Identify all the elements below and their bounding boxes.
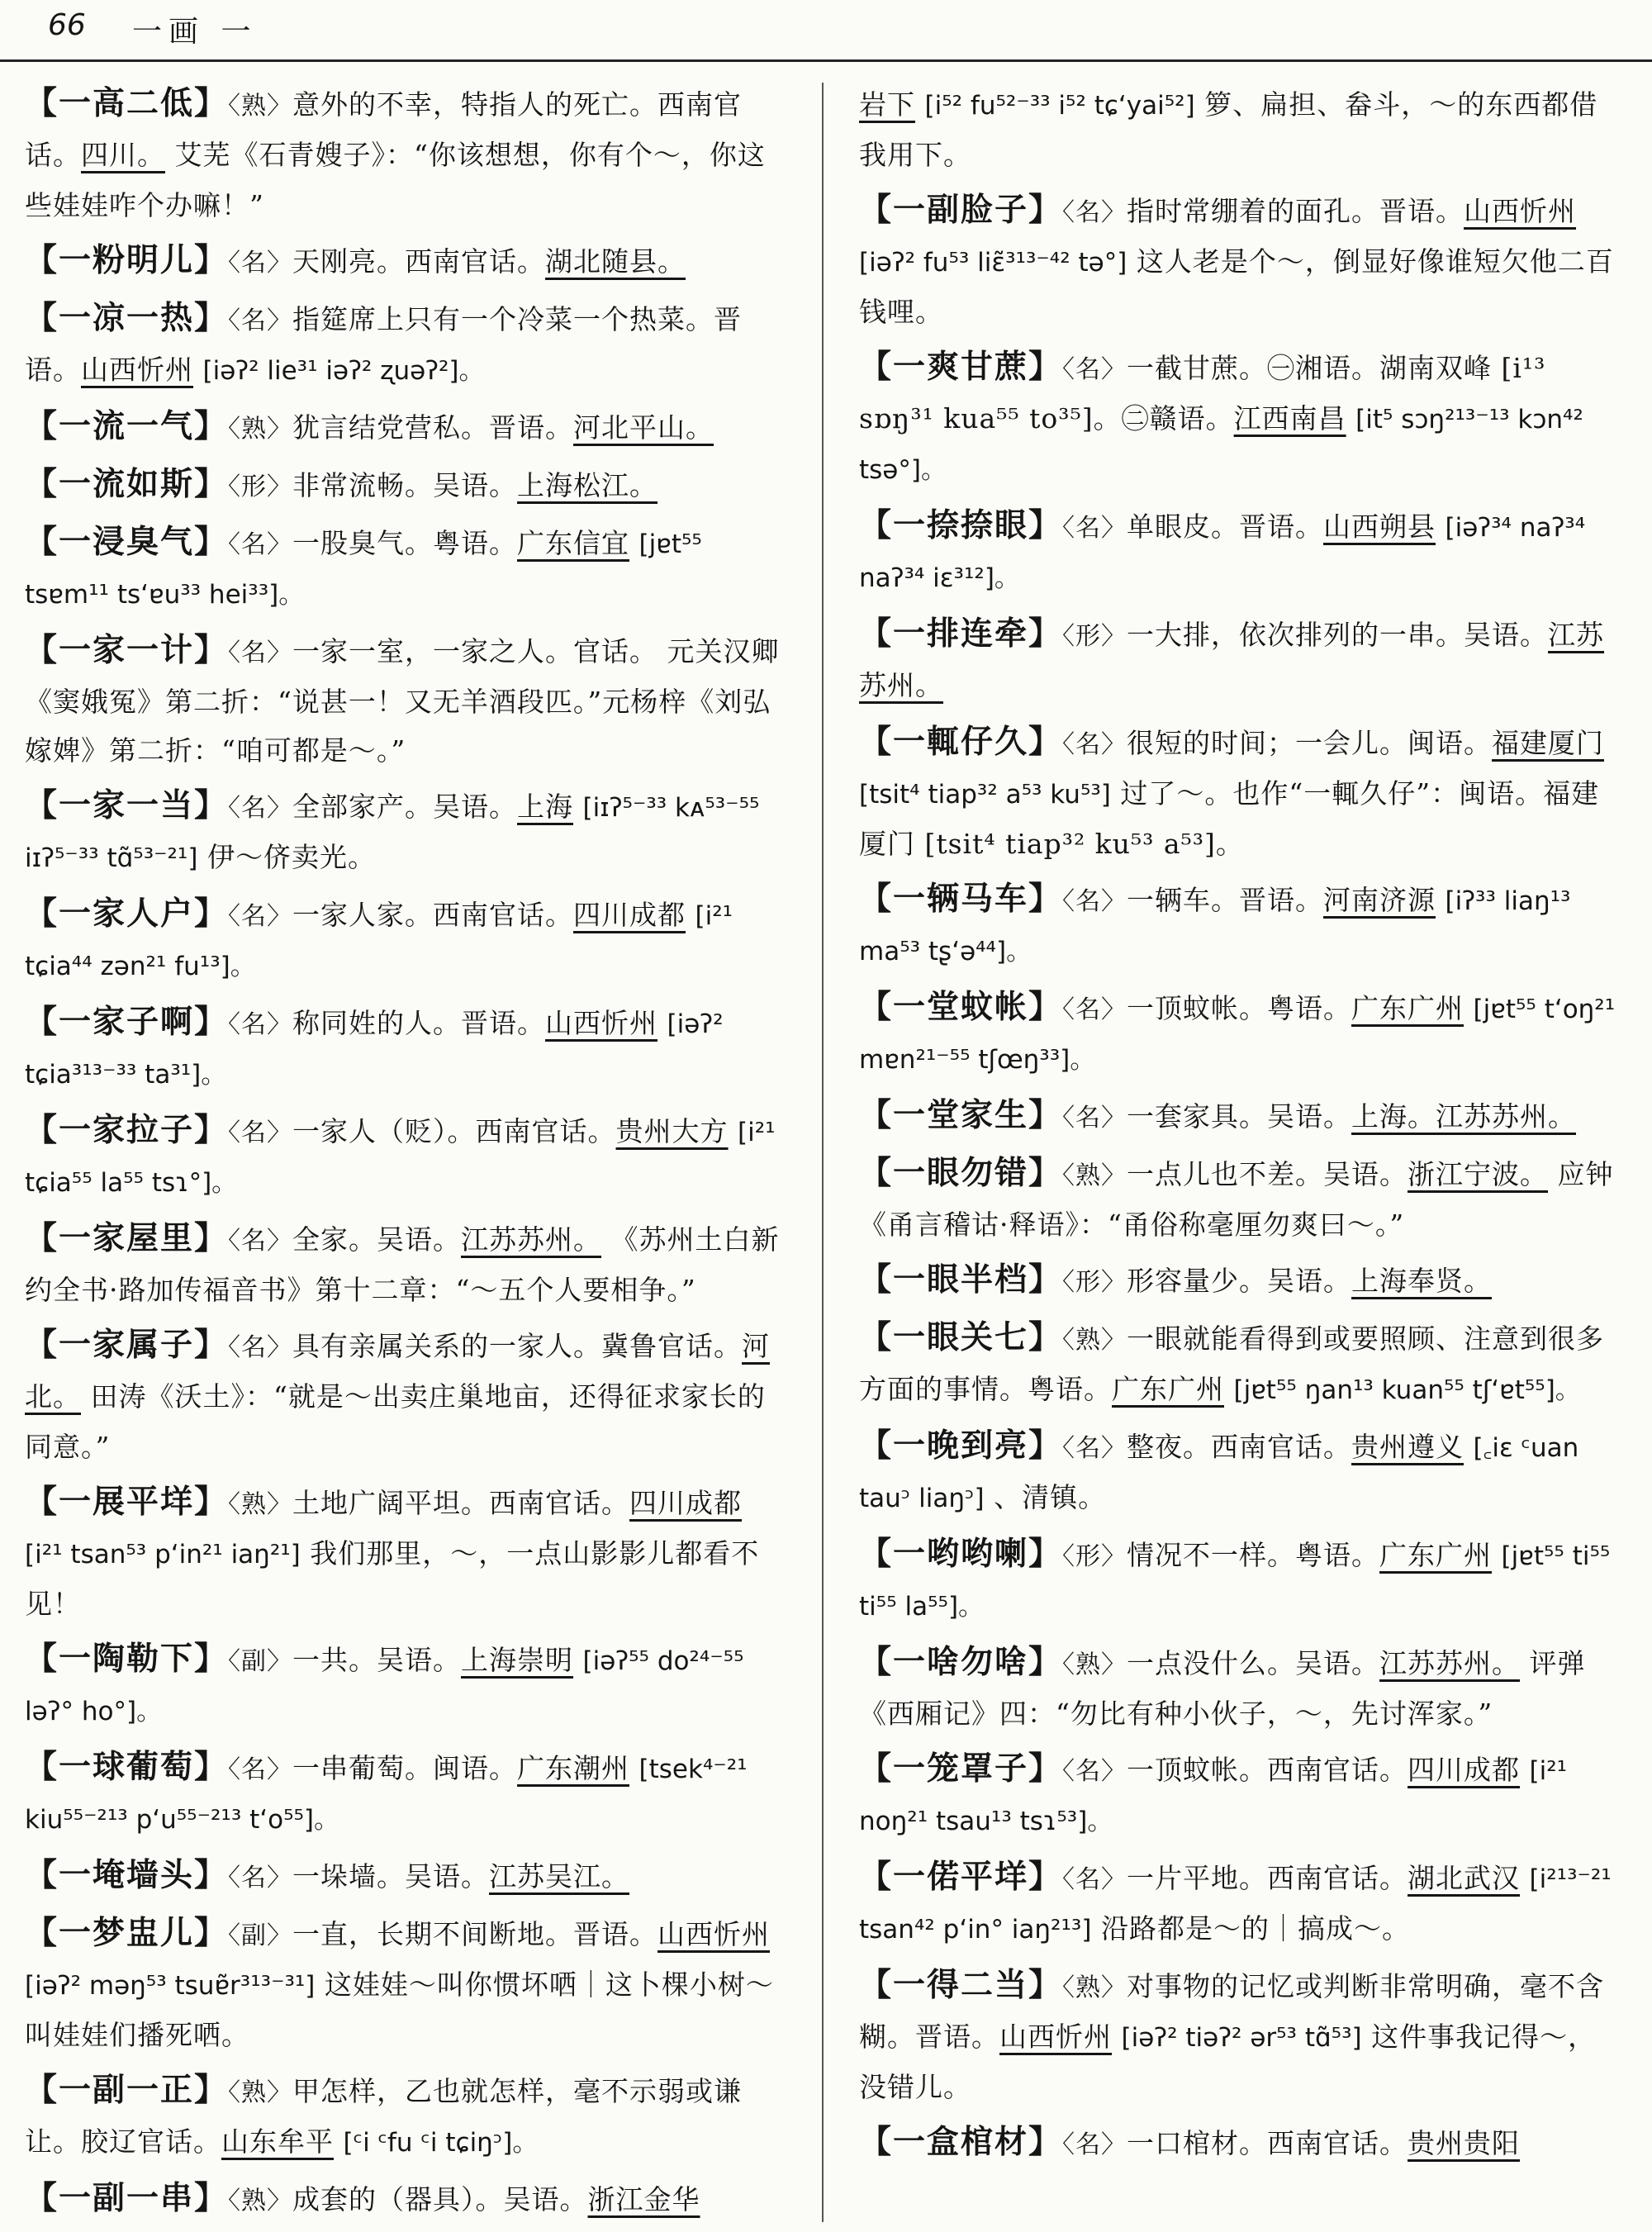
dictionary-entry — [859, 1961, 1619, 2111]
definition: 一家人（贬）。 — [292, 1115, 476, 1147]
example: 这人老是个～，倒显好像谁短欠他二百钱哩。 — [859, 245, 1614, 328]
dictionary-entry — [25, 1478, 785, 1628]
pronunciation: [i⁵² fu⁵²⁻³³ i⁵² tɕ‘yai⁵²] — [924, 91, 1195, 121]
location: 山西朔县 — [1323, 511, 1436, 543]
location: 福建厦门 — [1492, 727, 1605, 759]
part-of-speech: 〈名〉 — [228, 1010, 293, 1039]
definition: 一家一室，一家之人。 — [292, 635, 574, 667]
headword: 【一哟哟喇】 — [859, 1535, 1063, 1573]
dictionary-entry — [859, 1256, 1619, 1307]
location: 河北平山。 — [573, 411, 714, 444]
dictionary-entry — [25, 1321, 785, 1471]
pronunciation: [i²¹ tsan⁵³ p‘in²¹ iaŋ²¹] — [25, 1540, 301, 1570]
headword: 【一辆马车】 — [859, 880, 1063, 918]
dictionary-entry — [25, 1743, 785, 1845]
dialect-region: 吴语。 — [377, 1644, 462, 1676]
part-of-speech: 〈副〉 — [228, 1647, 293, 1676]
definition: 一串葡萄。 — [292, 1752, 434, 1784]
location: 江西南昌 — [1233, 402, 1346, 435]
location: 江苏吴江。 — [489, 1860, 630, 1892]
definition: 称同姓的人。 — [292, 1007, 462, 1039]
location: 广东广州 — [1112, 1373, 1224, 1405]
definition: 形容量少。 — [1127, 1265, 1268, 1297]
location: 山西忻州 — [999, 2021, 1112, 2053]
dictionary-entry — [859, 501, 1619, 603]
part-of-speech: 〈熟〉 — [1062, 1650, 1127, 1679]
headword: 【一展平垟】 — [25, 1483, 229, 1521]
dictionary-entry — [25, 1851, 785, 1902]
dictionary-entry — [25, 1635, 785, 1736]
location: 山西忻州 — [1464, 195, 1577, 227]
dialect-region: 西南官话。 — [1211, 1431, 1352, 1463]
dictionary-entry — [859, 875, 1619, 976]
part-of-speech: 〈名〉 — [1062, 1757, 1127, 1786]
dialect-region: 吴语。 — [1295, 1647, 1380, 1679]
part-of-speech: 〈名〉 — [1062, 1434, 1127, 1463]
definition: 一家人家。 — [292, 899, 434, 931]
definition: 一大排，依次排列的一串。 — [1127, 619, 1464, 651]
headword: 【一陶勒下】 — [25, 1640, 229, 1678]
headword: 【一家人户】 — [25, 895, 229, 933]
dictionary-entry — [859, 610, 1619, 711]
pronunciation: [i²¹³⁻²¹ tsan⁴² p‘in° iaŋ²¹³] — [859, 1864, 1612, 1945]
location: 广东潮州 — [517, 1752, 630, 1784]
dictionary-entry — [859, 1853, 1619, 1954]
dictionary-entry — [859, 186, 1619, 336]
pronunciation: [i²¹ tɕia⁵⁵ la⁵⁵ tsɿ°]。 — [25, 1118, 776, 1198]
right-column — [859, 79, 1619, 2176]
part-of-speech: 〈名〉 — [1062, 730, 1127, 759]
headword: 【一家拉子】 — [25, 1111, 229, 1149]
example: 元关汉卿《窦娥冤》第二折：“说甚一！又无羊酒段匹。”元杨梓《刘弘嫁婢》第二折：“咱可都是～。” — [25, 635, 780, 767]
location: 浙江宁波。 — [1408, 1158, 1549, 1190]
dialect-region: 西南官话。 — [475, 1115, 616, 1147]
dialect-region: 吴语。 — [1323, 1158, 1408, 1190]
dictionary-entry — [25, 460, 785, 511]
dictionary-entry — [25, 1909, 785, 2059]
part-of-speech: 〈名〉 — [1062, 198, 1127, 227]
page-header — [0, 0, 1652, 62]
definition: 整夜。 — [1127, 1431, 1212, 1463]
definition: 情况不一样。 — [1127, 1539, 1296, 1571]
part-of-speech: 〈熟〉 — [1062, 1326, 1127, 1355]
dialect-region: 晋语。 — [461, 1007, 546, 1039]
headword: 【一家一当】 — [25, 786, 229, 824]
dialect-region: 吴语。 — [1464, 619, 1549, 651]
part-of-speech: 〈副〉 — [228, 1921, 293, 1950]
headword: 【一流如斯】 — [25, 465, 229, 503]
dictionary-entry — [25, 518, 785, 620]
dialect-region: 晋语。 — [573, 1918, 658, 1950]
part-of-speech: 〈名〉 — [228, 1118, 293, 1147]
pronunciation: [iəʔ² fu⁵³ liɛ̃³¹³⁻⁴² tə°] — [859, 248, 1127, 278]
example: 伊～侪卖光。 — [206, 841, 376, 873]
location: 上海松江。 — [517, 469, 658, 501]
pronunciation: [iəʔ⁵⁵ do²⁴⁻⁵⁵ ləʔ° ho°]。 — [25, 1646, 744, 1726]
headword: 【一捺捺眼】 — [859, 506, 1063, 544]
part-of-speech: 〈熟〉 — [228, 1490, 293, 1519]
definition: 具有亲属关系的一家人。 — [292, 1330, 602, 1362]
dialect-region: 西南官话。 — [1267, 1862, 1408, 1894]
part-of-speech: 〈熟〉 — [228, 92, 293, 121]
part-of-speech: 〈名〉 — [228, 306, 293, 335]
location: 贵州贵阳 — [1408, 2127, 1521, 2159]
definition: 意外的不幸，特指人的死亡。 — [292, 88, 658, 121]
dialect-region: 西南官话。 — [405, 245, 546, 278]
dictionary-entry — [859, 983, 1619, 1085]
headword: 【一埯墙头】 — [25, 1856, 229, 1894]
pronunciation: [iəʔ² tiəʔ² ər⁵³ tɑ̃⁵³] — [1121, 2023, 1362, 2053]
part-of-speech: 〈熟〉 — [228, 2187, 293, 2215]
dictionary-entry — [25, 626, 785, 775]
definition: 非常流畅。 — [292, 469, 434, 501]
pronunciation: [i²¹ noŋ²¹ tsau¹³ tsɿ⁵³]。 — [859, 1756, 1568, 1836]
dialect-region: 闽语。 — [1408, 727, 1493, 759]
dialect-region: 闽语。 — [433, 1752, 518, 1784]
dialect-region: 晋语。 — [1239, 511, 1324, 543]
pronunciation: [iəʔ³⁴ naʔ³⁴ naʔ³⁴ iɛ³¹²]。 — [859, 513, 1586, 593]
dictionary-entry — [25, 781, 785, 883]
example: 《苏州土白新约全书·路加传福音书》第十二章：“～五个人要相争。” — [25, 1223, 780, 1306]
headword: 【一輒仔久】 — [859, 723, 1063, 761]
headword: 【一副脸子】 — [859, 191, 1063, 229]
definition: 一口棺材。 — [1127, 2127, 1268, 2159]
definition: 一眼就能看得到或要照顾、注意到很多方面的事情。 — [859, 1323, 1605, 1405]
definition: 全部家产。 — [292, 791, 434, 823]
definition: 一顶蚊帐。 — [1127, 992, 1268, 1024]
location: 山西忻州 — [545, 1007, 658, 1039]
section-title: 一画 一 — [132, 15, 258, 49]
definition: 很短的时间；一会儿。 — [1127, 727, 1408, 759]
pronunciation: [jɐt⁵⁵ t‘oŋ²¹ mɐn²¹⁻⁵⁵ tʃœŋ³³]。 — [859, 995, 1616, 1075]
pronunciation: [iəʔ² lie³¹ iəʔ² ʐuəʔ²]。 — [202, 356, 485, 386]
part-of-speech: 〈形〉 — [1062, 622, 1127, 651]
dialect-region: 胶辽官话。 — [81, 2125, 221, 2158]
headword: 【一笼罩子】 — [859, 1750, 1063, 1788]
definition: 犹言结党营私。 — [292, 411, 490, 444]
part-of-speech: 〈名〉 — [1062, 1104, 1127, 1133]
definition: 成套的（器具）。 — [292, 2183, 504, 2215]
headword: 【一眼关七】 — [859, 1318, 1063, 1356]
location: 四川成都 — [1408, 1754, 1521, 1786]
location: 湖北随县。 — [545, 245, 686, 278]
part-of-speech: 〈熟〉 — [1062, 1973, 1127, 2002]
dialect-region: 晋语。 — [915, 2021, 999, 2053]
location: 山西忻州 — [81, 354, 193, 386]
definition: 一截甘蔗。㊀湘语。湖南双峰 [i¹³ sɒŋ³¹ kua⁵⁵ to³⁵]。㊁赣语。 — [859, 352, 1546, 435]
part-of-speech: 〈名〉 — [1062, 995, 1127, 1024]
headword: 【一浸臭气】 — [25, 523, 229, 561]
pronunciation: [ᶜi ᶜfu ᶜi tɕiŋᵓ]。 — [343, 2128, 539, 2158]
pronunciation: [it⁵ sɔŋ²¹³⁻¹³ kɔn⁴² tsə°]。 — [859, 405, 1583, 485]
dialect-region: 粤语。 — [1295, 1539, 1380, 1571]
headword: 【一高二低】 — [25, 84, 229, 122]
definition: 单眼皮。 — [1127, 511, 1240, 543]
location: 上海崇明 — [461, 1644, 574, 1676]
dictionary-entry — [25, 294, 785, 396]
dialect-region: 吴语。 — [433, 469, 518, 501]
definition: 一共。 — [292, 1644, 377, 1676]
location: 上海。江苏苏州。 — [1351, 1100, 1577, 1133]
location: 广东广州 — [1351, 992, 1464, 1024]
dialect-region: 晋语。 — [25, 303, 743, 386]
headword: 【一副一正】 — [25, 2071, 229, 2109]
definition: 一点儿也不差。 — [1127, 1158, 1324, 1190]
part-of-speech: 〈名〉 — [228, 1755, 293, 1784]
headword: 【一粉明儿】 — [25, 241, 229, 279]
part-of-speech: 〈名〉 — [228, 1864, 293, 1892]
location: 山东牟平 — [221, 2125, 334, 2158]
dictionary-entry — [25, 2066, 785, 2168]
dialect-region: 晋语。 — [1379, 195, 1464, 227]
dictionary-entry — [859, 343, 1619, 495]
pronunciation: [i²¹ tɕia⁴⁴ zən²¹ fu¹³]。 — [25, 901, 733, 981]
headword: 【一偌平垟】 — [859, 1858, 1063, 1896]
example: 、清镇。 — [994, 1481, 1107, 1513]
dialect-region: 晋语。 — [489, 411, 574, 444]
headword: 【一球葡萄】 — [25, 1748, 229, 1786]
dictionary-entry — [25, 1106, 785, 1208]
headword: 【一家属子】 — [25, 1326, 229, 1364]
example: 过了～。也作“一輒久仔”：闽语。福建厦门 [tsit⁴ tiap³² ku⁵³ a⁵³]。 — [859, 777, 1600, 860]
part-of-speech: 〈名〉 — [228, 902, 293, 931]
part-of-speech: 〈名〉 — [1062, 514, 1127, 543]
location: 四川成都 — [629, 1487, 743, 1519]
part-of-speech: 〈名〉 — [1062, 355, 1127, 384]
dialect-region: 冀鲁官话。 — [601, 1330, 743, 1362]
part-of-speech: 〈名〉 — [1062, 1865, 1127, 1894]
location: 四川。 — [81, 139, 165, 171]
location: 山西忻州 — [657, 1918, 771, 1950]
location: 河南济源 — [1323, 884, 1436, 916]
headword: 【一得二当】 — [859, 1966, 1063, 2004]
example: 这件事我记得～，没错儿。 — [859, 2021, 1597, 2103]
dialect-region: 吴语。 — [503, 2183, 588, 2215]
dialect-region: 西南官话。 — [489, 1487, 630, 1519]
location: 江苏苏州。 — [461, 1223, 602, 1256]
dictionary-entry — [859, 1530, 1619, 1631]
definition: 一垛墙。 — [292, 1860, 406, 1892]
part-of-speech: 〈名〉 — [1062, 887, 1127, 916]
definition: 土地广阔平坦。 — [292, 1487, 490, 1519]
dialect-region: 粤语。 — [1267, 992, 1352, 1024]
part-of-speech: 〈熟〉 — [228, 2078, 293, 2107]
definition: 一顶蚊帐。 — [1127, 1754, 1268, 1786]
headword: 【一家屋里】 — [25, 1219, 229, 1257]
example: 这娃娃～叫你惯坏哂｜这卜棵小树～叫娃娃们播死哂。 — [25, 1968, 774, 2051]
headword: 【一副一串】 — [25, 2179, 229, 2217]
location: 湖北武汉 — [1408, 1862, 1521, 1894]
part-of-speech: 〈名〉 — [1062, 2130, 1127, 2159]
pronunciation: [jɐt⁵⁵ ti⁵⁵ ti⁵⁵ la⁵⁵]。 — [859, 1541, 1611, 1622]
definition: 一直，长期不间断地。 — [292, 1918, 574, 1950]
part-of-speech: 〈名〉 — [228, 639, 293, 667]
pronunciation: [jɐt⁵⁵ ŋan¹³ kuan⁵⁵ tʃ‘ɐt⁵⁵]。 — [1233, 1375, 1581, 1405]
location: 上海奉贤。 — [1351, 1265, 1493, 1297]
location: 广东广州 — [1379, 1539, 1493, 1571]
headword: 【一梦盅儿】 — [25, 1914, 229, 1952]
part-of-speech: 〈名〉 — [228, 1333, 293, 1362]
dictionary-entry — [859, 1313, 1619, 1415]
dictionary-entry — [25, 1214, 785, 1314]
part-of-speech: 〈名〉 — [228, 249, 293, 278]
example: 评弹《西厢记》四：“勿比有种小伙子，～，先讨浑家。” — [859, 1647, 1586, 1730]
example: 箩、扁担、畚斗，～的东西都借我用下。 — [859, 88, 1598, 171]
headword: 【一眼半档】 — [859, 1261, 1063, 1299]
headword: 【一排连牵】 — [859, 615, 1063, 653]
dictionary-entry — [25, 402, 785, 454]
location: 四川成都 — [573, 899, 686, 931]
dictionary-entry — [859, 2118, 1619, 2169]
dialect-region: 西南官话。 — [1267, 1754, 1408, 1786]
pronunciation: [iɪʔ⁵⁻³³ kᴀ⁵³⁻⁵⁵ iɪʔ⁵⁻³³ tɑ̃⁵³⁻²¹] — [25, 793, 760, 873]
dialect-region: 吴语。 — [1267, 1265, 1352, 1297]
pronunciation: [iəʔ² məŋ⁵³ tsuɐ̃r³¹³⁻³¹] — [25, 1971, 316, 2001]
headword: 【一堂家生】 — [859, 1096, 1063, 1134]
dialect-region: 晋语。 — [1239, 884, 1324, 916]
definition: 指时常绷着的面孔。 — [1127, 195, 1380, 227]
pronunciation: [iʔ³³ liaŋ¹³ ma⁵³ tʂ‘ə⁴⁴]。 — [859, 886, 1571, 966]
definition: 一股臭气。 — [292, 527, 434, 559]
part-of-speech: 〈形〉 — [1062, 1268, 1127, 1297]
pronunciation: [jɐt⁵⁵ tsɐm¹¹ ts‘ɐu³³ hei³³]。 — [25, 530, 702, 610]
dictionary-entry — [859, 1638, 1619, 1738]
headword: 【一眼勿错】 — [859, 1154, 1063, 1192]
page-number: 66 — [48, 8, 86, 42]
dictionary-entry — [859, 1091, 1619, 1142]
definition: 全家。 — [292, 1223, 377, 1256]
example: 我们那里，～，一点山影影儿都看不见！ — [25, 1537, 760, 1620]
definition: 天刚亮。 — [292, 245, 406, 278]
definition: 一辆车。 — [1127, 884, 1240, 916]
left-column — [25, 79, 785, 2232]
dialect-region: 西南官话。 — [25, 88, 743, 171]
definition: 一点没什么。 — [1127, 1647, 1296, 1679]
dialect-region: 粤语。 — [433, 527, 518, 559]
part-of-speech: 〈名〉 — [228, 794, 293, 823]
part-of-speech: 〈形〉 — [228, 473, 293, 501]
dialect-region: 吴语。 — [433, 791, 518, 823]
dictionary-entry — [25, 236, 785, 287]
definition: 一片平地。 — [1127, 1862, 1268, 1894]
pronunciation: [tsek⁴⁻²¹ kiu⁵⁵⁻²¹³ p‘u⁵⁵⁻²¹³ t‘o⁵⁵]。 — [25, 1755, 748, 1835]
dialect-region: 西南官话。 — [433, 899, 574, 931]
dialect-region: 吴语。 — [1267, 1100, 1352, 1133]
location: 江苏苏州。 — [1379, 1647, 1521, 1679]
dictionary-entry — [859, 1745, 1619, 1846]
part-of-speech: 〈形〉 — [1062, 1542, 1127, 1571]
dialect-region: 吴语。 — [377, 1223, 462, 1256]
part-of-speech: 〈熟〉 — [1062, 1161, 1127, 1190]
headword: 【一盒棺材】 — [859, 2123, 1063, 2161]
pronunciation: [iəʔ² tɕia³¹³⁻³³ ta³¹]。 — [25, 1009, 724, 1090]
example: 沿路都是～的｜搞成～。 — [1100, 1912, 1410, 1945]
location: 广东信宜 — [517, 527, 630, 559]
dictionary-entry — [859, 718, 1619, 868]
headword: 【一堂蚊帐】 — [859, 988, 1063, 1026]
pronunciation: [꜀iɛ ᶜuan tauᵓ liaŋᵓ] — [859, 1433, 1579, 1513]
dictionary-entry — [859, 1422, 1619, 1523]
dictionary-entry — [25, 2174, 785, 2225]
part-of-speech: 〈名〉 — [228, 1227, 293, 1256]
definition: 指筵席上只有一个冷菜一个热菜。 — [292, 303, 714, 335]
part-of-speech: 〈熟〉 — [228, 415, 293, 444]
headword: 【一家子啊】 — [25, 1003, 229, 1041]
location: 江苏苏州。 — [859, 619, 1605, 701]
definition: 一套家具。 — [1127, 1100, 1268, 1133]
headword: 【一晚到亮】 — [859, 1427, 1063, 1465]
part-of-speech: 〈名〉 — [228, 530, 293, 559]
headword: 【一家一计】 — [25, 631, 229, 669]
dialect-region: 西南官话。 — [1267, 2127, 1408, 2159]
example: 田涛《沃土》：“就是～出卖庄巢地亩，还得征求家长的同意。” — [25, 1380, 766, 1463]
location: 上海 — [517, 791, 574, 823]
headword: 【一爽甘蔗】 — [859, 348, 1063, 386]
location: 贵州大方 — [615, 1115, 729, 1147]
dialect-region: 吴语。 — [405, 1860, 490, 1892]
headword: 【一流一气】 — [25, 407, 229, 445]
dictionary-entry — [25, 998, 785, 1099]
definition: 甲怎样，乙也就怎样，毫不示弱或谦让。 — [25, 2075, 743, 2158]
column-divider — [822, 83, 824, 2222]
location: 贵州遵义 — [1351, 1431, 1464, 1463]
pronunciation: [tsit⁴ tiap³² a⁵³ ku⁵³] — [859, 780, 1111, 810]
location: 河北。 — [25, 1330, 771, 1413]
location: 岩下 — [859, 88, 915, 121]
dictionary-entry — [25, 79, 785, 230]
headword: 【一凉一热】 — [25, 299, 229, 337]
example: 艾芜《石青嫂子》：“你该想想，你有个～，你这些娃娃咋个办嘛！” — [25, 139, 766, 221]
dialect-region: 官话。 — [573, 635, 658, 667]
location: 浙江金华 — [587, 2183, 700, 2215]
dictionary-entry — [859, 1149, 1619, 1249]
definition: 对事物的记忆或判断非常明确，毫不含糊。 — [859, 1970, 1605, 2053]
dialect-region: 粤语。 — [1028, 1373, 1112, 1405]
headword: 【一啥勿啥】 — [859, 1643, 1063, 1681]
example: 应钟《甬言稽诂·释语》：“甬俗称毫厘勿爽曰～。” — [859, 1158, 1614, 1241]
dictionary-entry — [25, 890, 785, 991]
dictionary-entry — [859, 79, 1619, 179]
